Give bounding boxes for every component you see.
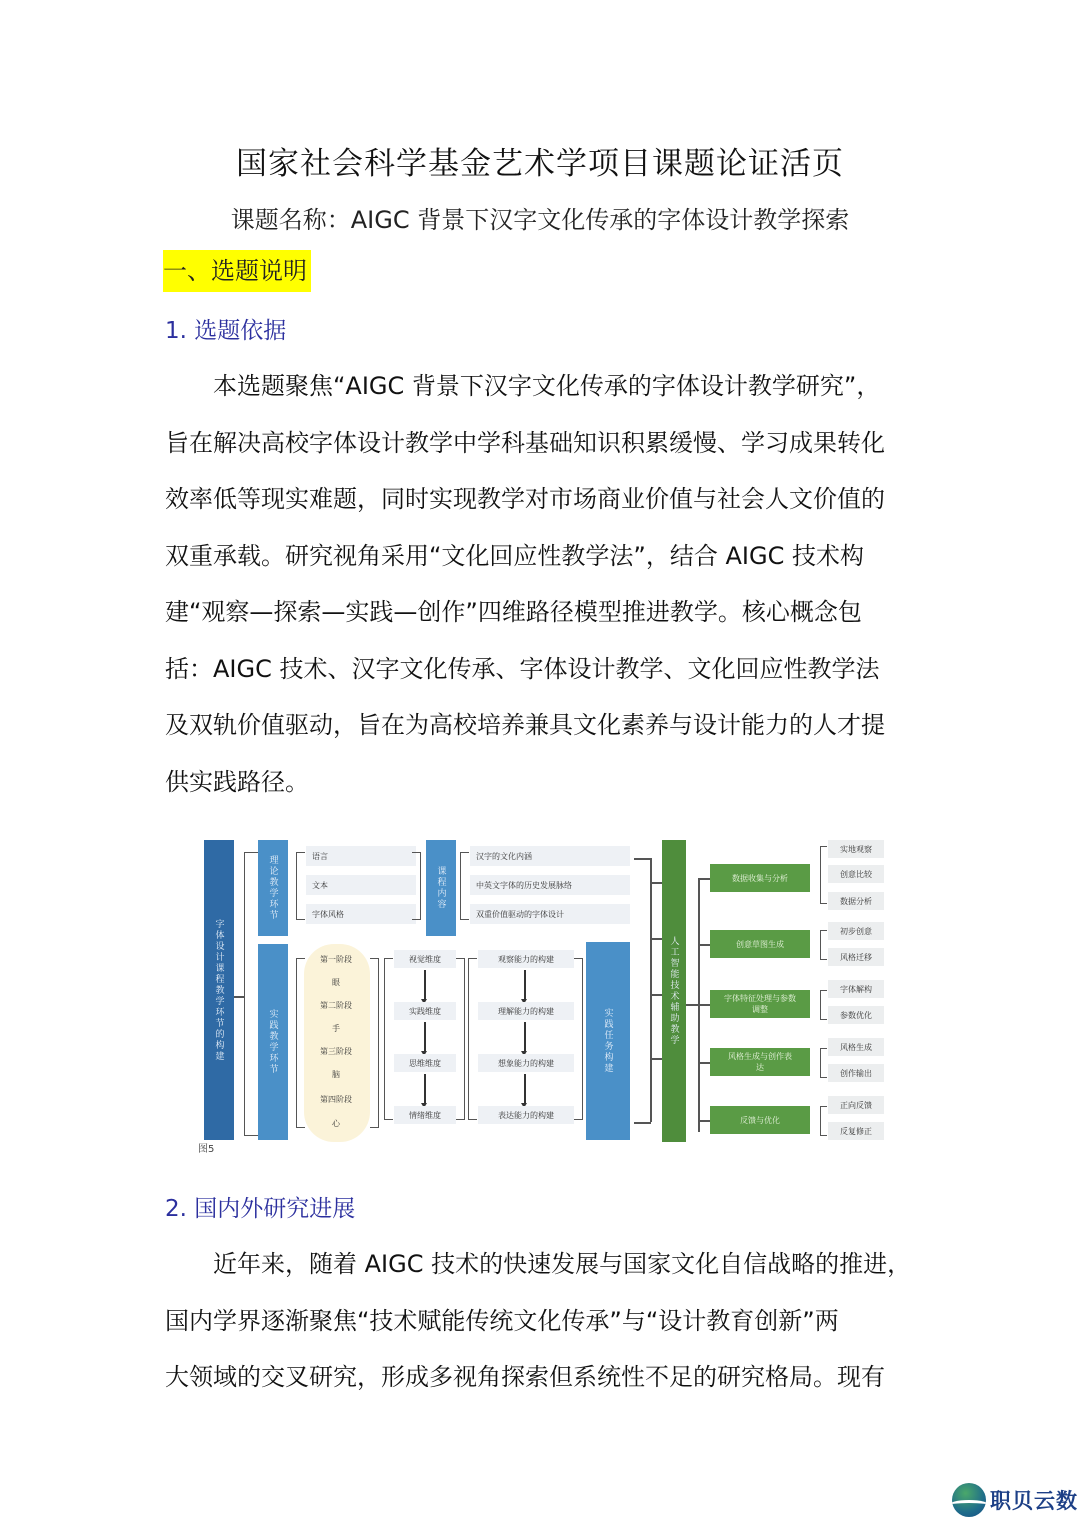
leaf-bracket (820, 846, 827, 904)
stage-label: 眼 (332, 978, 340, 987)
watermark-text: 职贝云数 (990, 1489, 1078, 1513)
text-line: 近年来，随着 AIGC 技术的快速发展与国家文化自信战略的推进， (213, 1250, 912, 1278)
theory-item: 文本 (306, 875, 416, 895)
course-item: 双重价值驱动的字体设计 (470, 904, 630, 924)
text-line: 建“观察—探索—实践—创作”四维路径模型推进教学。核心概念包 (165, 598, 862, 626)
ai-leaf: 创意比较 (828, 865, 884, 883)
text-line: 国内学界逐渐聚焦“技术赋能传统文化传承”与“设计教育创新”两 (165, 1306, 839, 1335)
connector (234, 996, 245, 998)
course-content-block: 课程内容 (426, 840, 456, 936)
connector (634, 1122, 651, 1124)
ai-leaf: 创作输出 (828, 1064, 884, 1082)
theory-item: 语言 (306, 846, 416, 866)
practice-block: 实践教学环节 (258, 944, 288, 1140)
text-line: 双重承载。研究视角采用“文化回应性教学法”，结合 AIGC 技术构 (165, 541, 864, 570)
theory-right-bracket (412, 852, 421, 920)
ability-item: 观察能力的构建 (478, 950, 574, 968)
text-line: 供实践路径。 (165, 767, 309, 796)
leaf-bracket (820, 930, 827, 960)
subsection-heading-basis: 1. 选题依据 (165, 318, 287, 344)
ai-step: 创意草图生成 (710, 930, 810, 958)
stage-label: 第三阶段 (320, 1047, 352, 1056)
stage-label: 第四阶段 (320, 1095, 352, 1104)
ai-step: 反馈与优化 (710, 1106, 810, 1134)
stage-right-bracket (370, 958, 379, 1128)
connector (650, 994, 662, 996)
text-line: 效率低等现实难题，同时实现教学对市场商业价值与社会人文价值的 (165, 485, 885, 513)
connector (634, 858, 651, 860)
leaf-bracket (820, 990, 827, 1020)
theory-block: 理论教学环节 (258, 840, 288, 936)
arrow-down-icon (524, 1022, 526, 1052)
ai-leaf: 正向反馈 (828, 1096, 884, 1114)
stage-label: 脑 (332, 1070, 340, 1079)
page-title: 国家社会科学基金艺术学项目课题论证活页 (236, 146, 844, 182)
stage-label: 手 (332, 1024, 340, 1033)
dimension-item: 思维维度 (394, 1054, 456, 1072)
text-line: 本选题聚焦“AIGC 背景下汉字文化传承的字体设计教学研究”， (213, 372, 881, 400)
ability-item: 表达能力的构建 (478, 1106, 574, 1124)
ai-leaf: 初步创意 (828, 922, 884, 940)
connector (650, 858, 652, 1122)
stage-label: 心 (332, 1119, 340, 1128)
arrow-down-icon (424, 1022, 426, 1052)
ai-leaf: 反复修正 (828, 1122, 884, 1140)
connector (698, 944, 710, 946)
leaf-bracket (820, 1106, 827, 1136)
connector (698, 878, 710, 880)
arrow-down-icon (424, 970, 426, 1000)
arrow-down-icon (524, 1074, 526, 1104)
text-line: 大领域的交叉研究，形成多视角探索但系统性不足的研究格局。现有 (165, 1363, 885, 1391)
subsection-heading-progress: 2. 国内外研究进展 (165, 1196, 356, 1222)
dimension-bracket (384, 958, 393, 1120)
ability-item: 理解能力的构建 (478, 1002, 574, 1020)
theory-bracket (296, 852, 305, 920)
watermark-logo (952, 1483, 1078, 1517)
arrow-down-icon (524, 970, 526, 1000)
ai-assist-bar: 人工智能技术辅助教学 (662, 840, 686, 1142)
stage-background (304, 944, 370, 1142)
theory-item: 字体风格 (306, 904, 416, 924)
text-line: 括：AIGC 技术、汉字文化传承、字体设计教学、文化回应性教学法 (165, 654, 880, 683)
ability-right-bracket (574, 958, 583, 1120)
subject-line: 课题名称：AIGC 背景下汉字文化传承的字体设计教学探索 (230, 206, 850, 234)
paragraph-basis (165, 358, 917, 810)
paragraph-progress (165, 1236, 917, 1406)
dimension-item: 实践维度 (394, 1002, 456, 1020)
framework-diagram (198, 832, 898, 1155)
figure-label: 图5 (198, 1144, 215, 1155)
root-bar: 字体设计课程教学环节的构建 (204, 840, 234, 1140)
wave-logo-icon (952, 1483, 986, 1517)
stage-label: 第一阶段 (320, 955, 352, 964)
course-item: 汉字的文化内涵 (470, 846, 630, 866)
root-bracket (244, 852, 259, 1136)
connector (698, 1004, 710, 1006)
stage-bracket (296, 958, 305, 1128)
ai-leaf: 参数优化 (828, 1006, 884, 1024)
dimension-item: 情绪维度 (394, 1106, 456, 1124)
ability-item: 想象能力的构建 (478, 1054, 574, 1072)
ai-leaf: 风格生成 (828, 1038, 884, 1056)
arrow-down-icon (424, 1074, 426, 1104)
ai-step: 字体特征处理与参数调整 (710, 990, 810, 1018)
practice-task-block: 实践任务构建 (586, 942, 630, 1140)
connector (698, 1120, 710, 1122)
section-heading: 一、选题说明 (163, 250, 311, 292)
connector (650, 938, 662, 940)
ai-leaf: 风格迁移 (828, 948, 884, 966)
ai-step: 风格生成与创作表达 (710, 1048, 810, 1076)
text-line: 旨在解决高校字体设计教学中学科基础知识积累缓慢、学习成果转化 (165, 428, 885, 457)
ability-bracket (468, 958, 477, 1120)
connector (650, 1058, 662, 1060)
stage-label: 第二阶段 (320, 1001, 352, 1010)
ai-leaf: 实地观察 (828, 840, 884, 858)
connector (650, 882, 662, 884)
ai-leaf: 数据分析 (828, 892, 884, 910)
connector (698, 1062, 710, 1064)
dimension-right-bracket (456, 958, 465, 1120)
text-line: 及双轨价值驱动，旨在为高校培养兼具文化素养与设计能力的人才提 (165, 711, 885, 739)
ai-leaf: 字体解构 (828, 980, 884, 998)
course-bracket (460, 852, 469, 920)
leaf-bracket (820, 1048, 827, 1078)
dimension-item: 视觉维度 (394, 950, 456, 968)
course-item: 中英文字体的历史发展脉络 (470, 875, 630, 895)
ai-step: 数据收集与分析 (710, 864, 810, 892)
